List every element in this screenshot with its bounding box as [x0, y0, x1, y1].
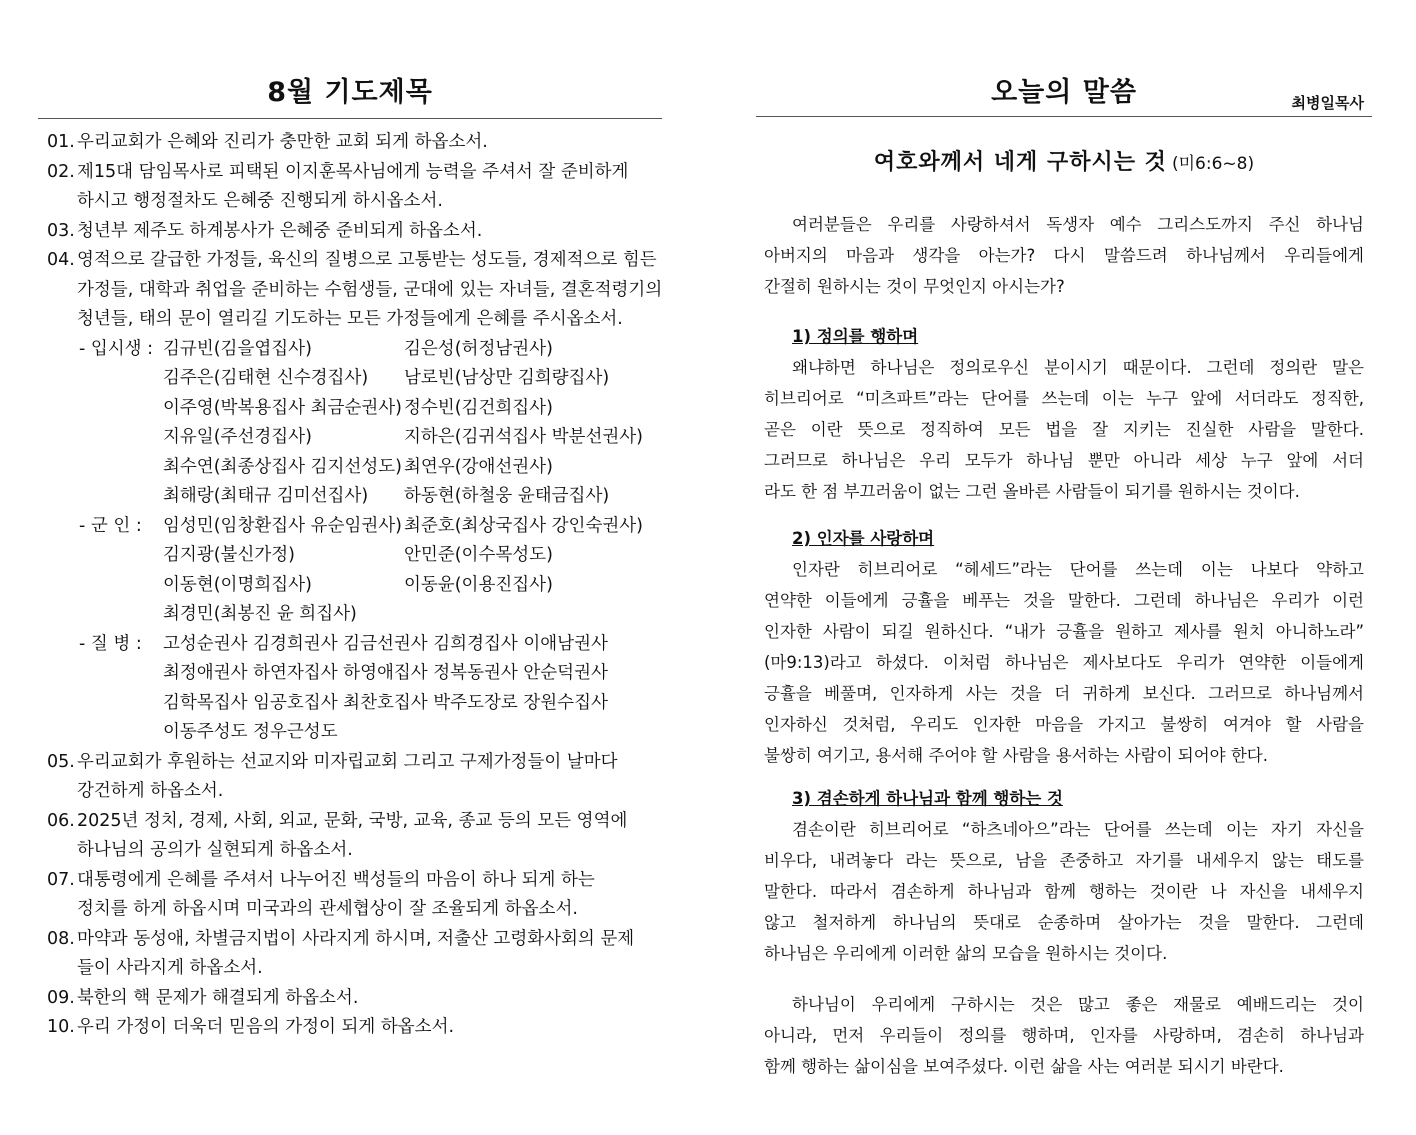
sermon-intro: [764, 209, 1364, 302]
name-row: [163, 482, 643, 512]
name-row: [163, 600, 643, 630]
group-names: [163, 512, 643, 630]
sermon-line: 하나님이 우리에게 구하시는 것은 많고 좋은 재물로 예배드리는 것이: [792, 995, 1364, 1014]
prayer-line: 영적으로 갈급한 가정들, 육신의 질병으로 고통받는 성도들, 경제적으로 힘든: [77, 250, 657, 270]
sermon-line: 간절히 원하시는 것이 무엇인지 아시는가?: [764, 277, 1065, 296]
section-heading: 3) 겸손하게 하나님과 함께 행하는 것: [792, 789, 1063, 808]
prayer-number: 05.: [47, 751, 75, 772]
prayer-line: 하나님의 공의가 실현되게 하옵소서.: [77, 840, 353, 860]
group-label: - 입시생 :: [79, 338, 154, 359]
prayer-title: 8월 기도제목: [267, 77, 433, 108]
prayer-number: 10.: [47, 1017, 75, 1037]
prayer-text: [77, 748, 618, 807]
prayer-item: [47, 158, 662, 217]
sermon-line: 히브리어로 “미츠파트”라는 단어를 쓰는데 이는 누구 앞에 서더라도 정직한,: [764, 389, 1364, 408]
prayer-item: [47, 246, 662, 335]
sermon-line: 아니라, 먼저 우리들이 정의를 행하며, 인자를 사랑하며, 겸손히 하나님과: [764, 1026, 1364, 1045]
prayer-text: [77, 158, 628, 217]
prayer-line: 가정들, 대학과 취업을 준비하는 수험생들, 군대에 있는 자녀들, 결혼적령기의: [77, 279, 663, 300]
name-entry: 안민준(이수목성도): [404, 545, 553, 565]
sermon-line: 아버지의 마음과 생각을 아는가? 다시 말씀드려 하나님께서 우리들에게: [764, 246, 1364, 265]
prayer-item: [47, 925, 662, 984]
sermon-title: [756, 145, 1372, 176]
sermon-line: 곧은 이란 뜻으로 정직하여 모든 법을 잘 지키는 진실한 사람을 말한다.: [764, 420, 1364, 439]
sermon-line: 라도 한 점 부끄러움이 없는 그런 올바른 사람들이 되기를 원하시는 것이다.: [764, 482, 1300, 501]
sermon-line: 인자한 사람이 되길 원하신다. “내가 긍휼을 원하고 제사를 원치 아니하노라”: [764, 622, 1364, 641]
prayer-number: 01.: [47, 132, 75, 152]
prayer-number: 02.: [47, 161, 75, 182]
group-label: - 질 병 :: [79, 633, 142, 654]
sermon-line: 인자란 히브리어로 “헤세드”라는 단어를 쓰는데 이는 나보다 약하고: [792, 560, 1364, 579]
name-entry: 정수빈(김건희집사): [404, 397, 553, 418]
sermon-line: 여러분들은 우리를 사랑하셔서 독생자 예수 그리스도까지 주신 하나님: [792, 215, 1364, 234]
name-entry: 김규빈(김을엽집사): [163, 338, 312, 359]
sermon-title-text: 여호와께서 네게 구하시는 것: [873, 150, 1167, 175]
name-line: 최정애권사 하연자집사 하영애집사 정복동권사 안순덕권사: [163, 663, 608, 683]
name-entry: 지하은(김귀석집사 박분선권사): [404, 427, 643, 447]
section-heading: 1) 정의를 행하며: [792, 327, 919, 346]
prayer-group: [79, 630, 662, 748]
group-label: - 군 인 :: [79, 515, 142, 536]
name-entry: 남로빈(남상만 김희량집사): [404, 368, 610, 388]
prayer-group: [79, 512, 662, 630]
prayer-item: [47, 748, 662, 807]
name-entry: 김은성(허정남권사): [404, 338, 553, 359]
prayer-line: 북한의 핵 문제가 해결되게 하옵소서.: [77, 987, 359, 1008]
sermon-section-2: [764, 523, 1364, 771]
name-row: [163, 571, 643, 601]
prayer-number: 06.: [47, 810, 75, 831]
sermon-line: 왜냐하면 하나님은 정의로우신 분이시기 때문이다. 그런데 정의란 말은: [792, 358, 1364, 377]
sermon-line: 그러므로 하나님은 우리 모두가 하나님 뿐만 아니라 세상 누구 앞에 서더: [764, 451, 1364, 470]
prayer-line: 우리교회가 은혜와 진리가 충만한 교회 되게 하옵소서.: [77, 132, 488, 152]
prayer-line: 정치를 하게 하옵시며 미국과의 관세협상이 잘 조율되게 하옵소서.: [77, 899, 578, 919]
prayer-item: [47, 128, 662, 158]
sermon-scripture-ref: (미6:6~8): [1172, 154, 1255, 174]
prayer-line: 우리 가정이 더욱더 믿음의 가정이 되게 하옵소서.: [77, 1017, 455, 1037]
name-row: [163, 423, 643, 453]
sermon-line: 함께 행하는 삶이심을 보여주셨다. 이런 삶을 사는 여러분 되시기 바란다.: [764, 1057, 1284, 1076]
name-entry: 임성민(임창환집사 유순임권사): [163, 515, 402, 536]
prayer-line: 청년부 제주도 하계봉사가 은혜중 준비되게 하옵소서.: [77, 220, 483, 241]
sermon-line: 말한다. 따라서 겸손하게 하나님과 함께 행하는 것이란 나 자신을 내세우지: [764, 882, 1364, 901]
sermon-section-1: [764, 321, 1364, 507]
prayer-list: [47, 128, 662, 1043]
name-entry: 최수연(최종상집사 김지선성도): [163, 456, 402, 477]
header-divider: [756, 116, 1372, 117]
prayer-number: 08.: [47, 928, 75, 949]
name-entry: 이동현(이명희집사): [163, 574, 312, 595]
name-row: [163, 394, 643, 424]
name-row: [163, 541, 643, 571]
prayer-item: [47, 217, 662, 247]
prayer-line: 들이 사라지게 하옵소서.: [77, 958, 263, 978]
name-row: [163, 453, 643, 483]
prayer-text: [77, 128, 488, 158]
prayer-group: [79, 335, 662, 512]
prayer-item: [47, 984, 662, 1014]
prayer-text: [77, 807, 627, 866]
sermon-line: 비우다, 내려놓다 라는 뜻으로, 남을 존중하고 자기를 내세우지 않는 태도를: [764, 851, 1364, 870]
prayer-line: 마약과 동성애, 차별금지법이 사라지게 하시며, 저출산 고령화사회의 문제: [77, 928, 635, 949]
prayer-line: 청년들, 태의 문이 열리길 기도하는 모든 가정들에게 은혜를 주시옵소서.: [77, 309, 623, 329]
sermon-line: 하나님은 우리에게 이러한 삶의 모습을 원하시는 것이다.: [764, 944, 1168, 963]
group-names: [163, 630, 608, 748]
name-entry: 최연우(강애선권사): [404, 456, 553, 477]
prayer-line: 제15대 담임목사로 피택된 이지훈목사님에게 능력을 주셔서 잘 준비하게: [77, 161, 629, 182]
prayer-item: [47, 1013, 662, 1043]
name-entry: 이주영(박복용집사 최금순권사): [163, 397, 402, 418]
name-entry: 최준호(최상국집사 강인숙권사): [404, 515, 643, 536]
prayer-text: [77, 246, 662, 335]
name-row: [163, 364, 643, 394]
prayer-line: 강건하게 하옵소서.: [77, 781, 224, 801]
name-entry: 이동윤(이용진집사): [404, 574, 553, 595]
sermon-line: 불쌍히 여기고, 용서해 주어야 할 사람을 용서하는 사람이 되어야 한다.: [764, 746, 1268, 765]
name-entry: 지유일(주선경집사): [163, 427, 312, 447]
prayer-text: [77, 217, 482, 247]
sermon-author: 최병일목사: [1291, 94, 1364, 112]
name-entry: 하동현(하철웅 윤태금집사): [404, 486, 610, 506]
prayer-text: [77, 866, 595, 925]
sermon-line: 인자하신 것처럼, 우리도 인자한 마음을 가지고 불쌍히 여겨야 할 사람을: [764, 715, 1364, 734]
name-entry: 김지광(불신가정): [163, 545, 295, 565]
name-line: 이동주성도 정우근성도: [163, 722, 338, 742]
name-line: 고성순권사 김경희권사 김금선권사 김희경집사 이애남권사: [163, 633, 608, 654]
prayer-item: [47, 807, 662, 866]
section-heading: 2) 인자를 사랑하며: [792, 529, 935, 548]
prayer-line: 대통령에게 은혜를 주셔서 나누어진 백성들의 마음이 하나 되게 하는: [77, 869, 595, 890]
prayer-line: 2025년 정치, 경제, 사회, 외교, 문화, 국방, 교육, 종교 등의 모든 영역에: [77, 810, 628, 831]
prayer-text: [77, 1013, 454, 1043]
prayer-number: 04.: [47, 250, 75, 270]
prayer-number: 09.: [47, 987, 75, 1008]
sermon-line: 겸손이란 히브리어로 “하츠네아으”라는 단어를 쓰는데 이는 자기 자신을: [792, 820, 1364, 839]
sermon-conclusion: [764, 989, 1364, 1082]
name-entry: 김주은(김태현 신수경집사): [163, 368, 369, 388]
name-row: [163, 512, 643, 542]
prayer-number: 03.: [47, 220, 75, 241]
sermon-line: 않고 철저하게 하나님의 뜻대로 순종하며 살아가는 것을 말한다. 그런데: [764, 913, 1364, 932]
prayer-line: 우리교회가 후원하는 선교지와 미자립교회 그리고 구제가정들이 날마다: [77, 751, 618, 772]
prayer-text: [77, 925, 634, 984]
sermon-header-title: 오늘의 말씀: [991, 77, 1137, 108]
name-entry: 최경민(최봉진 윤 희집사): [163, 604, 357, 624]
name-entry: 최해랑(최태규 김미선집사): [163, 486, 369, 506]
name-line: 김학목집사 임공호집사 최찬호집사 박주도장로 장원수집사: [163, 692, 608, 713]
sermon-line: 연약한 이들에게 긍휼을 베푸는 것을 말한다. 그런데 하나님은 우리가 이런: [764, 591, 1364, 610]
sermon-line: 긍휼을 베풀며, 인자하게 사는 것을 더 귀하게 보신다. 그러므로 하나님께서: [764, 684, 1364, 703]
name-row: [163, 335, 643, 365]
sermon-line: (마9:13)라고 하셨다. 이처럼 하나님은 제사보다도 우리가 연약한 이들에게: [764, 653, 1364, 672]
prayer-number: 07.: [47, 869, 75, 890]
group-names: [163, 335, 643, 512]
prayer-text: [77, 984, 358, 1014]
prayer-line: 하시고 행정절차도 은혜중 진행되게 하시옵소서.: [77, 191, 443, 211]
prayer-item: [47, 866, 662, 925]
sermon-section-3: [764, 783, 1364, 969]
title-divider: [38, 118, 662, 119]
